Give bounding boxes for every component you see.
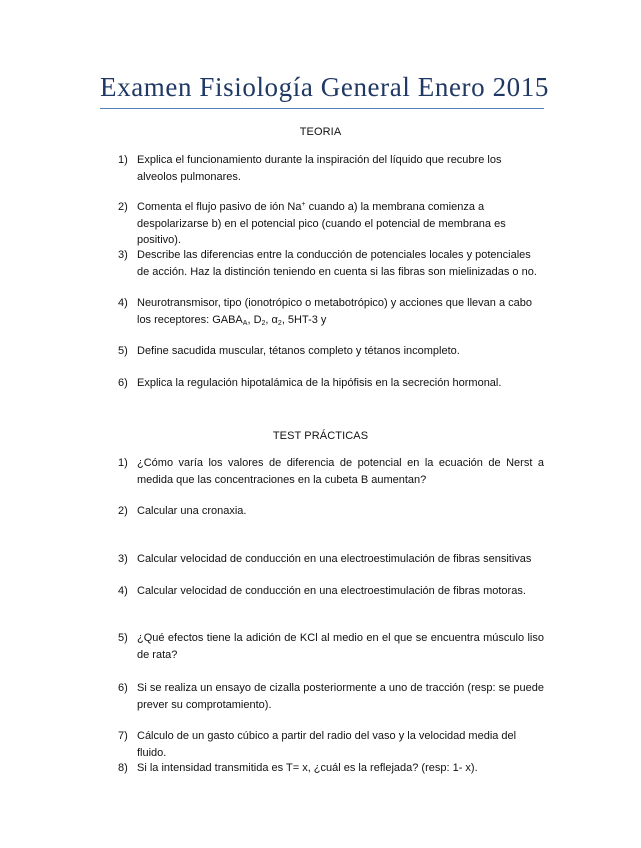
question-text: Neurotransmisor, tipo (ionotrópico o metabotrópico) y acciones que llevan a cabo los receptores: $GABA_A$, $D_2$, $\alpha_2$, 5HT-3 y [137,297,532,327]
practicas-question-6 [118,680,544,713]
teoria-question-5 [118,343,544,360]
teoria-question-2 [118,199,544,249]
question-text: Calcular velocidad de conducción en una electroestimulación de fibras motoras. [137,585,526,597]
document-title: Examen Fisiología General Enero 2015 [100,72,549,102]
teoria-question-4 [118,295,544,328]
question-number: 3) [118,553,128,565]
question-text: Calcular velocidad de conducción en una electroestimulación de fibras sensitivas [137,553,532,565]
question-text: Explica la regulación hipotalámica de la hipófisis en la secreción hormonal. [137,377,502,389]
question-text: ¿Qué efectos tiene la adición de KCl al medio en el que se encuentra músculo liso de rata? [137,632,544,661]
teoria-question-1 [118,152,544,185]
question-number: 6) [118,682,128,694]
question-text: Cálculo de un gasto cúbico a partir del radio del vaso y la velocidad media del fluido. [137,730,517,759]
sodium-charge-superscript: + [301,201,306,208]
practicas-question-5 [118,630,544,663]
question-number: 6) [118,377,128,389]
question-text: Calcular una cronaxia. [137,505,247,517]
question-number: 8) [118,762,128,774]
practicas-question-1 [118,455,544,488]
question-text: Si la intensidad transmitida es T= x, ¿cuál es la reflejada? (resp: 1- x). [137,762,478,774]
question-number: 4) [118,585,128,597]
practicas-question-7 [118,728,544,761]
question-text: ¿Cómo varía los valores de diferencia de potencial en la ecuación de Nerst a medida que las concentraciones en la cubeta B aumentan? [137,457,544,486]
question-number: 7) [118,730,128,742]
question-text: Si se realiza un ensayo de cizalla posteriormente a uno de tracción (resp: se puede prever su comprotamiento). [137,682,544,711]
title-underline [100,108,544,109]
practicas-question-2 [118,503,544,520]
question-text: Define sacudida muscular, tétanos completo y tétanos incompleto. [137,345,460,357]
question-number: 1) [118,154,128,166]
question-number: 3) [118,249,128,261]
practicas-question-4 [118,583,544,600]
teoria-question-6 [118,375,544,392]
question-number: 4) [118,297,128,309]
section-heading-teoria: TEORIA [299,126,342,138]
question-number: 1) [118,457,128,469]
teoria-question-3 [118,247,544,280]
question-text: Describe las diferencias entre la conducción de potenciales locales y potenciales de acción. Haz la distinción teniendo en cuenta si las fibras son mielinizadas o no. [137,249,537,278]
question-number: 5) [118,345,128,357]
question-text: Explica el funcionamiento durante la inspiración del líquido que recubre los alveolos pulmonares. [137,154,502,183]
question-number: 2) [118,201,128,213]
question-number: 2) [118,505,128,517]
question-number: 5) [118,632,128,644]
practicas-question-3 [118,551,544,568]
question-text: Comenta el flujo pasivo de ión Na+ cuando a) la membrana comienza a despolarizarse b) en el potencial pico (cuando el potencial de membrana es positivo). [137,201,506,246]
practicas-question-8 [118,760,544,777]
section-heading-practicas: TEST PRÁCTICAS [272,430,369,442]
